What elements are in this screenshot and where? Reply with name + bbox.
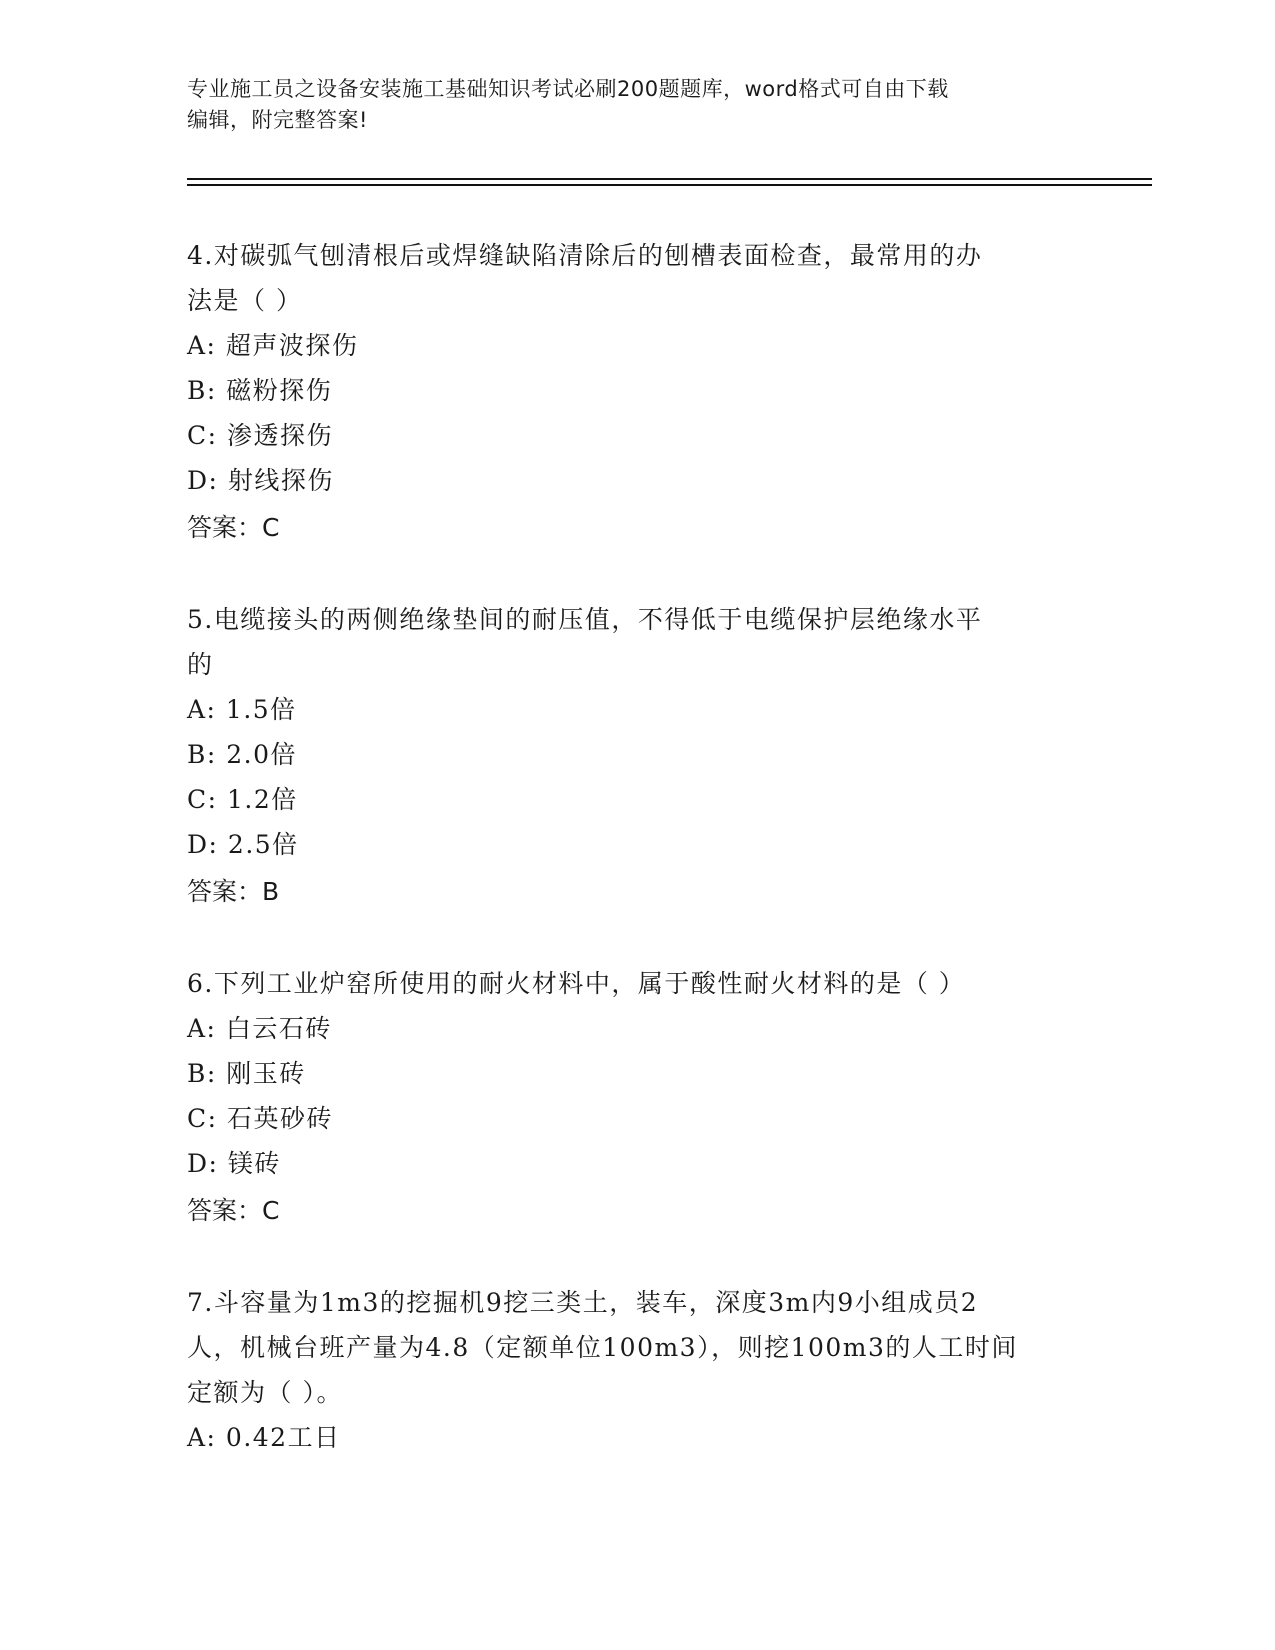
option-c: C: 渗透探伤 xyxy=(187,421,333,450)
option-d: D: 射线探伤 xyxy=(187,466,334,495)
option-d: D: 镁砖 xyxy=(187,1149,281,1178)
header-title-line-2: 编辑，附完整答案! xyxy=(187,108,368,132)
question-stem-line: 人，机械台班产量为4.8（定额单位100m3），则挖100m3的人工时间 xyxy=(187,1333,1018,1362)
answer-label: 答案：B xyxy=(187,877,280,906)
option-c: C: 1.2倍 xyxy=(187,785,298,814)
option-d: D: 2.5倍 xyxy=(187,830,299,859)
option-a: A: 白云石砖 xyxy=(187,1014,332,1043)
option-c: C: 石英砂砖 xyxy=(187,1104,333,1133)
question-stem-line: 法是（ ） xyxy=(187,286,303,315)
question-stem-line: 4.对碳弧气刨清根后或焊缝缺陷清除后的刨槽表面检查，最常用的办 xyxy=(187,241,983,270)
question-stem-line: 定额为（ ）。 xyxy=(187,1378,343,1407)
document-header xyxy=(187,74,1067,136)
header-divider-bottom xyxy=(187,184,1152,186)
answer-label: 答案：C xyxy=(187,513,280,542)
question-4 xyxy=(187,233,1067,550)
question-6 xyxy=(187,961,1067,1233)
option-a: A: 0.42工日 xyxy=(187,1423,341,1452)
header-divider-top xyxy=(187,178,1152,180)
question-stem-line: 5.电缆接头的两侧绝缘垫间的耐压值，不得低于电缆保护层绝缘水平 xyxy=(187,605,983,634)
option-a: A: 1.5倍 xyxy=(187,695,297,724)
question-5 xyxy=(187,597,1067,914)
question-7 xyxy=(187,1280,1067,1460)
option-a: A: 超声波探伤 xyxy=(187,331,359,360)
question-stem-line: 6.下列工业炉窑所使用的耐火材料中，属于酸性耐火材料的是（ ） xyxy=(187,969,966,998)
question-stem-line: 7.斗容量为1m3的挖掘机9挖三类土，装车，深度3m内9小组成员2 xyxy=(187,1288,979,1317)
option-b: B: 2.0倍 xyxy=(187,740,297,769)
question-stem-line: 的 xyxy=(187,650,214,679)
option-b: B: 磁粉探伤 xyxy=(187,376,333,405)
answer-label: 答案：C xyxy=(187,1196,280,1225)
header-title-line-1: 专业施工员之设备安装施工基础知识考试必刷200题题库，word格式可自由下载 xyxy=(187,77,949,101)
option-b: B: 刚玉砖 xyxy=(187,1059,306,1088)
